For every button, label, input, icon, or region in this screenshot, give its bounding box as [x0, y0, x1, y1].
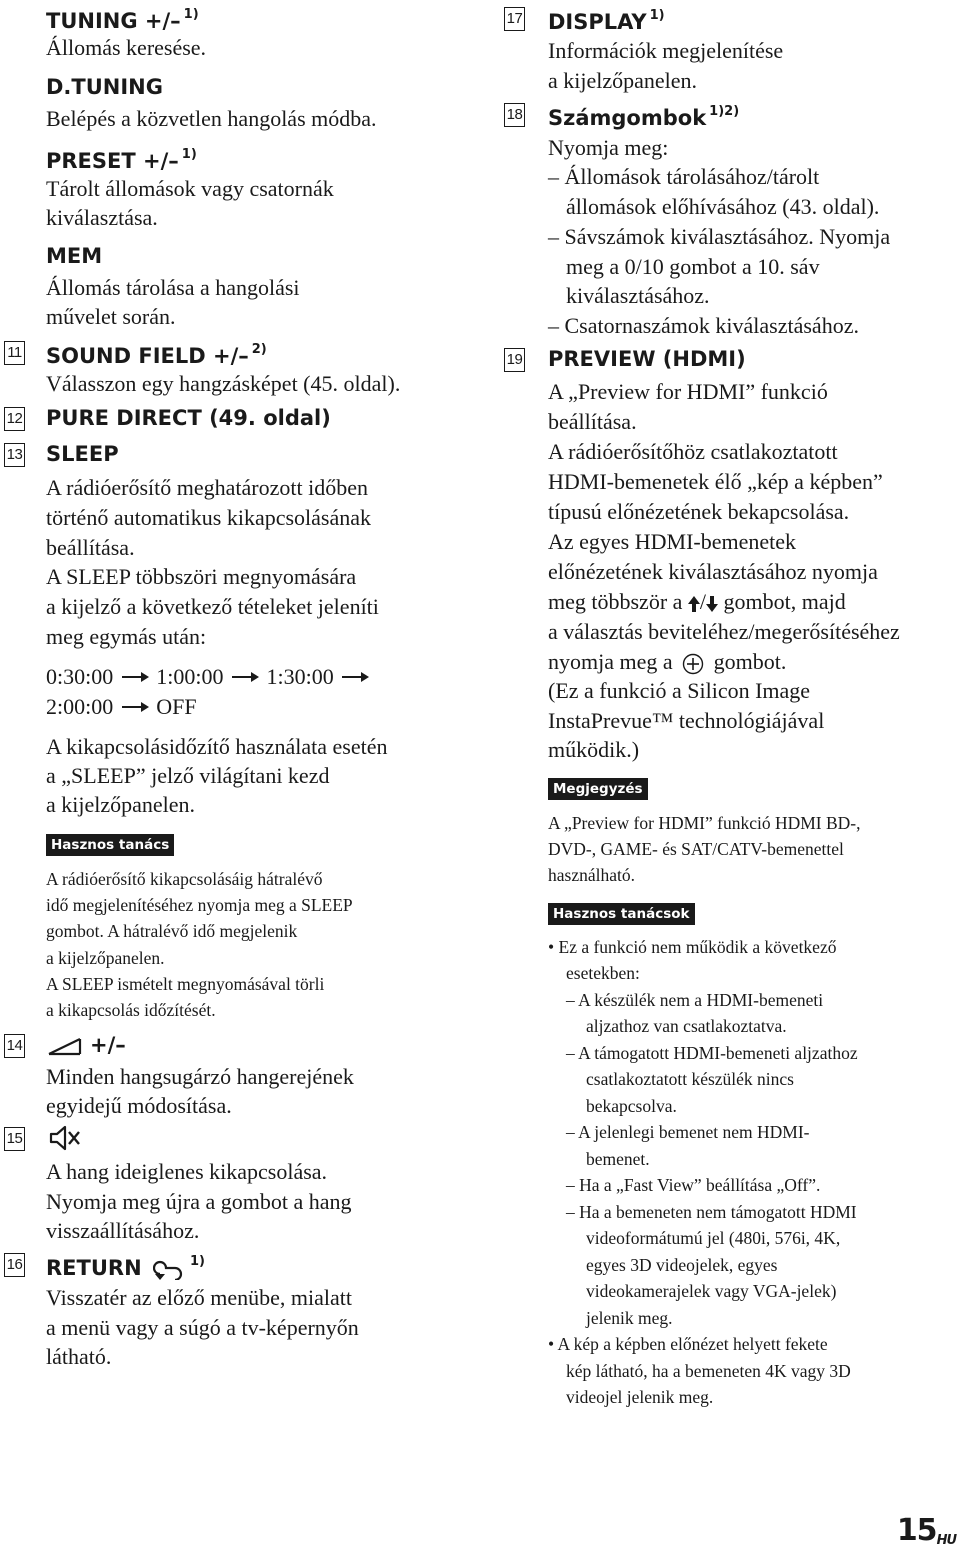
sleep-desc2-line: A kikapcsolásidőzítő használata esetén	[46, 734, 388, 759]
note-text-line: DVD-, GAME- és SAT/CATV-bemenettel	[548, 839, 844, 859]
hint-text-line: idő megjelenítéséhez nyomja meg a SLEEP	[46, 895, 353, 915]
preview-desc-line: Az egyes HDMI-bemenetek	[548, 529, 797, 554]
hint-text-line: gombot. A hátralévő idő megjelenik	[46, 921, 298, 941]
item-number: 15	[4, 1127, 25, 1151]
preview-desc-line: előnézetének kiválasztásához nyomja	[548, 559, 878, 584]
hints-text-line: csatlakoztatott készülék nincs	[586, 1069, 794, 1089]
item-number: 18	[504, 103, 525, 127]
sleep-step: OFF	[156, 694, 197, 719]
tuning-desc: Állomás keresése.	[46, 35, 207, 60]
enter-plus-icon	[682, 653, 704, 675]
hints-text-line: egyes 3D videojelek, egyes	[586, 1255, 778, 1275]
hints-text-line: jelenik meg.	[586, 1308, 673, 1328]
number-buttons-desc-line: – Sávszámok kiválasztásához. Nyomja	[548, 224, 891, 249]
number-buttons-desc-line: állomások előhívásához (43. oldal).	[566, 194, 880, 219]
arrow-right-icon	[231, 671, 259, 683]
mem-desc-line: művelet során.	[46, 304, 176, 329]
preset-desc-line: Tárolt állomások vagy csatornák	[46, 176, 334, 201]
number-buttons-desc-line: Nyomja meg:	[548, 135, 669, 160]
preview-desc-line: A rádióerősítőhöz csatlakoztatott	[548, 439, 838, 464]
sleep-sequence	[46, 662, 371, 692]
sleep-desc-line: beállítása.	[46, 535, 135, 560]
volume-desc-line: egyidejű módosítása.	[46, 1093, 232, 1118]
note-badge: Megjegyzés	[548, 778, 648, 800]
mute-desc-line: Nyomja meg újra a gombot a hang	[46, 1189, 352, 1214]
item-number: 11	[4, 341, 25, 365]
preview-desc-line: a választás beviteléhez/megerősítéséhez	[548, 619, 900, 644]
sleep-desc2-line: a „SLEEP” jelző világítani kezd	[46, 763, 330, 788]
preset-heading: PRESET +/– $^{1)}$	[46, 147, 197, 173]
dtuning-desc: Belépés a közvetlen hangolás módba.	[46, 106, 377, 131]
hints-text-line: – Ha a „Fast View” beállítása „Off”.	[566, 1175, 821, 1195]
sleep-step: 0:30:00	[46, 664, 114, 689]
item-number: 19	[504, 348, 525, 372]
hints-badge: Hasznos tanácsok	[548, 903, 695, 925]
hints-text-line: bemenet.	[586, 1149, 650, 1169]
hints-text-line: aljzathoz van csatlakoztatva.	[586, 1016, 787, 1036]
number-buttons-desc-line: meg a 0/10 gombot a 10. sáv	[566, 254, 820, 279]
sleep-step: 1:30:00	[266, 664, 334, 689]
volume-heading: +/–	[46, 1031, 126, 1059]
hints-text-line: kép látható, ha a bemeneten 4K vagy 3D	[566, 1361, 851, 1381]
page-number: $15_{HU}$	[896, 1513, 956, 1548]
return-heading: RETURN $^{1)}$	[46, 1254, 205, 1280]
number-buttons-desc-line: – Csatornaszámok kiválasztásához.	[548, 313, 859, 338]
hints-text-line: • A kép a képben előnézet helyett fekete	[548, 1334, 828, 1354]
arrow-right-icon	[341, 671, 369, 683]
mute-desc-line: visszaállításához.	[46, 1218, 200, 1243]
sleep-desc-line: történő automatikus kikapcsolásának	[46, 505, 372, 530]
item-number: 16	[4, 1253, 25, 1277]
sleep-step: 1:00:00	[156, 664, 224, 689]
sleep-step: 2:00:00	[46, 694, 114, 719]
number-buttons-heading: Számgombok $^{1)2)}$	[548, 104, 740, 130]
arrow-down-icon	[706, 596, 718, 612]
hint-text-line: a kijelzőpanelen.	[46, 948, 165, 968]
return-desc-line: a menü vagy a súgó a tv-képernyőn	[46, 1315, 359, 1340]
preview-desc-line: típusú előnézetének bekapcsolása.	[548, 499, 850, 524]
hints-text-line: – A jelenlegi bemenet nem HDMI-	[566, 1122, 810, 1142]
hints-text-line: videoformátumú jel (480i, 576i, 4K,	[586, 1228, 841, 1248]
display-heading: DISPLAY $^{1)}$	[548, 8, 665, 34]
preview-desc-line: működik.)	[548, 737, 640, 762]
mem-heading: MEM	[46, 244, 103, 268]
return-desc-line: Visszatér az előző menübe, mialatt	[46, 1285, 352, 1310]
hint-text-line: A SLEEP ismételt megnyomásával törli	[46, 974, 325, 994]
item-number: 14	[4, 1034, 25, 1058]
item-number: 12	[4, 407, 25, 431]
number-buttons-desc-line: kiválasztásához.	[566, 283, 710, 308]
sleep-desc-line: meg egymás után:	[46, 624, 207, 649]
hints-text-line: – A készülék nem a HDMI-bemeneti	[566, 990, 824, 1010]
mute-icon	[48, 1124, 82, 1152]
hints-text-line: esetekben:	[566, 963, 640, 983]
sound-field-desc: Válasszon egy hangzásképet (45. oldal).	[46, 371, 401, 396]
arrow-right-icon	[121, 671, 149, 683]
number-buttons-desc-line: – Állomások tárolásához/tárolt	[548, 164, 820, 189]
note-text-line: használható.	[548, 865, 635, 885]
preview-desc-line: meg többször a / gombot, majd	[548, 589, 846, 614]
hints-text-line: bekapcsolva.	[586, 1096, 677, 1116]
volume-icon	[46, 1035, 84, 1057]
preview-desc-line: A „Preview for HDMI” funkció	[548, 379, 828, 404]
item-number: 13	[4, 443, 25, 467]
note-text-line: A „Preview for HDMI” funkció HDMI BD-,	[548, 813, 861, 833]
hint-text-line: A rádióerősítő kikapcsolásáig hátralévő	[46, 869, 323, 889]
sleep-desc-line: a kijelző a következő tételeket jeleníti	[46, 594, 379, 619]
sound-field-heading: SOUND FIELD +/– $^{2)}$	[46, 342, 267, 368]
return-desc-line: látható.	[46, 1344, 112, 1369]
hints-text-line: • Ez a funkció nem működik a következő	[548, 937, 837, 957]
preview-desc-line: (Ez a funkció a Silicon Image	[548, 678, 811, 703]
hint-text-line: a kikapcsolás időzítését.	[46, 1000, 216, 1020]
item-number: 17	[504, 7, 525, 31]
mute-desc-line: A hang ideiglenes kikapcsolása.	[46, 1159, 328, 1184]
arrow-right-icon	[121, 701, 149, 713]
sleep-desc2-line: a kijelzőpanelen.	[46, 792, 196, 817]
sleep-heading: SLEEP	[46, 442, 119, 466]
display-desc-line: a kijelzőpanelen.	[548, 68, 698, 93]
display-desc-line: Információk megjelenítése	[548, 38, 784, 63]
preview-desc-line: InstaPrevue™ technológiájával	[548, 708, 825, 733]
volume-desc-line: Minden hangsugárzó hangerejének	[46, 1064, 354, 1089]
pure-direct-heading: PURE DIRECT (49. oldal)	[46, 406, 331, 430]
preset-desc-line: kiválasztása.	[46, 205, 158, 230]
preview-desc-line: beállítása.	[548, 409, 637, 434]
hints-text-line: videojel jelenik meg.	[566, 1387, 714, 1407]
dtuning-heading: D.TUNING	[46, 75, 163, 99]
sleep-desc-line: A rádióerősítő meghatározott időben	[46, 475, 368, 500]
arrow-up-icon	[688, 596, 700, 612]
hints-text-line: – Ha a bemeneten nem támogatott HDMI	[566, 1202, 857, 1222]
preview-desc-line: nyomja meg a gombot.	[548, 649, 787, 674]
preview-desc-line: HDMI-bemenetek élő „kép a képben”	[548, 469, 883, 494]
hint-badge: Hasznos tanács	[46, 834, 174, 856]
return-icon	[153, 1258, 187, 1280]
tuning-heading: TUNING +/– $^{1)}$	[46, 7, 199, 33]
sleep-desc-line: A SLEEP többszöri megnyomására	[46, 564, 357, 589]
preview-heading: PREVIEW (HDMI)	[548, 347, 746, 371]
hints-text-line: videokamerajelek vagy VGA-jelek)	[586, 1281, 837, 1301]
sleep-sequence-line2	[46, 692, 197, 722]
hints-text-line: – A támogatott HDMI-bemeneti aljzathoz	[566, 1043, 858, 1063]
mem-desc-line: Állomás tárolása a hangolási	[46, 275, 300, 300]
